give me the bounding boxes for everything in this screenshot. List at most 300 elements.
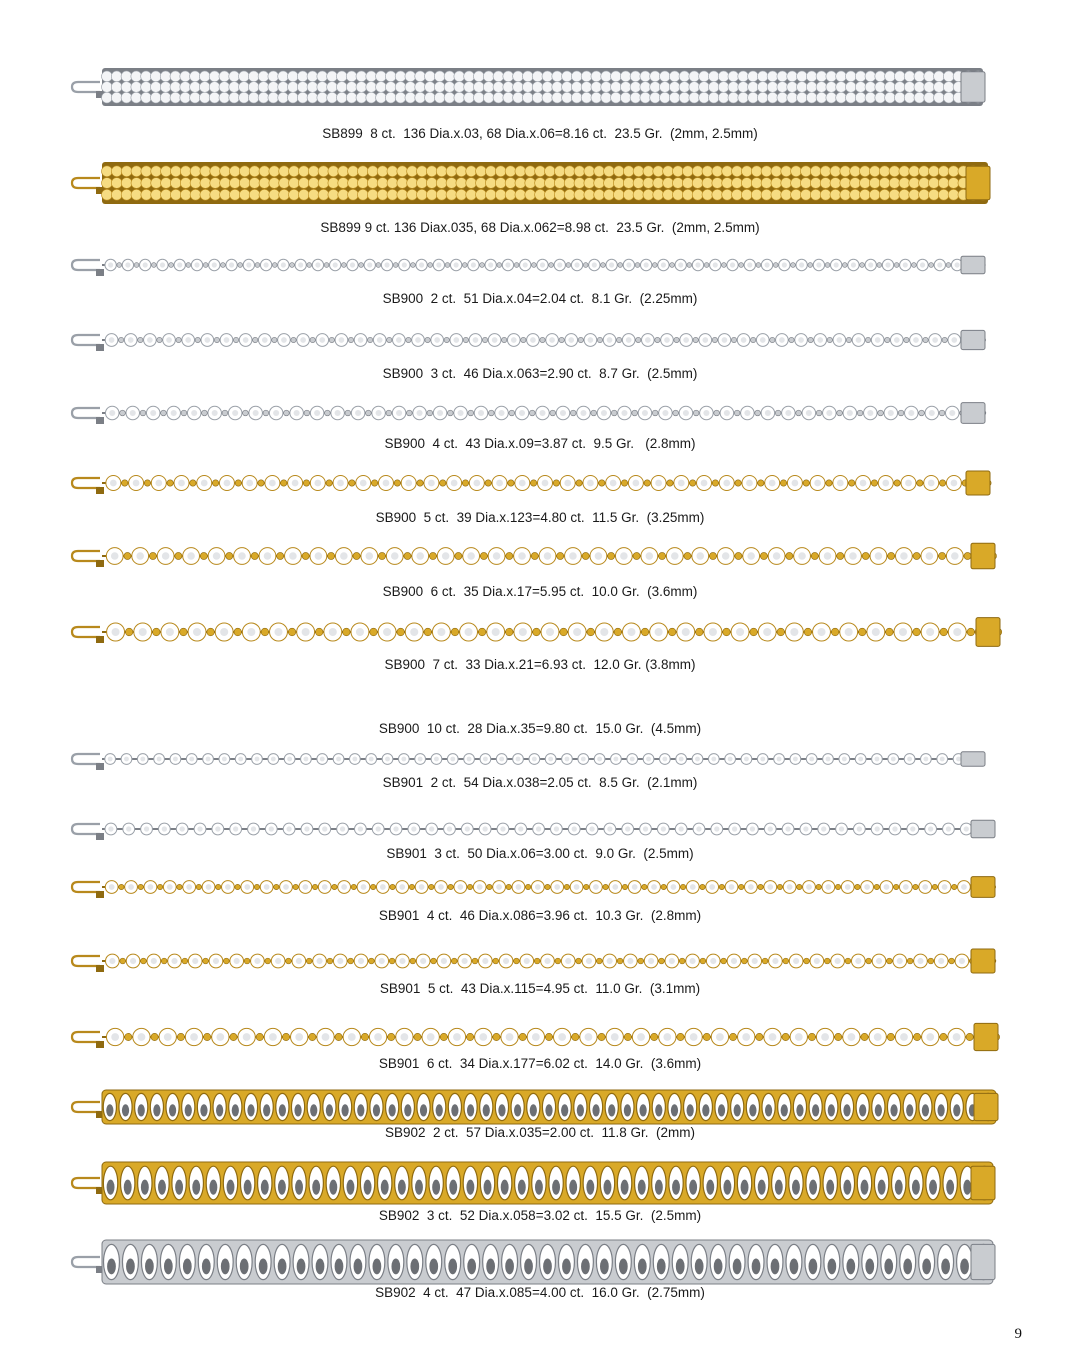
bracelet-image <box>70 466 1000 504</box>
gold-bead <box>550 410 556 416</box>
diamond-stone <box>554 189 565 200</box>
diamond-facet <box>731 958 737 964</box>
diamond-stone <box>436 178 447 189</box>
diamond-stone <box>141 71 152 82</box>
diamond-facet <box>865 1258 874 1274</box>
diamond-stone <box>669 71 680 82</box>
diamond-facet <box>798 552 806 560</box>
bracelet-caption: SB902 4 ct. 47 Dia.x.085=4.00 ct. 16.0 Gr. (2.75mm) <box>375 1285 705 1300</box>
diamond-stone <box>131 166 142 177</box>
diamond-stone <box>640 71 651 82</box>
diamond-stone <box>102 189 113 200</box>
diamond-stone <box>229 71 240 82</box>
box-clasp <box>971 1244 995 1279</box>
diamond-stone <box>623 166 634 177</box>
diamond-facet <box>763 628 771 636</box>
diamond-stone <box>190 71 201 82</box>
diamond-stone <box>356 92 367 103</box>
diamond-facet <box>875 826 880 831</box>
diamond-stone <box>816 82 827 93</box>
diamond-stone <box>845 92 856 103</box>
box-clasp <box>961 330 985 349</box>
diamond-stone <box>357 166 368 177</box>
diamond-facet <box>632 480 639 487</box>
diamond-facet <box>569 552 577 560</box>
gold-bead <box>861 1033 868 1040</box>
diamond-facet <box>227 1180 235 1195</box>
diamond-facet <box>744 410 750 416</box>
diamond-stone <box>924 92 935 103</box>
diamond-facet <box>320 757 325 762</box>
diamond-facet <box>264 262 269 267</box>
diamond-facet <box>158 1180 166 1195</box>
diamond-stone <box>800 166 811 177</box>
gold-bead <box>369 958 375 964</box>
diamond-stone <box>249 166 260 177</box>
diamond-facet <box>289 552 297 560</box>
diamond-facet <box>303 884 309 890</box>
diamond-facet <box>938 958 944 964</box>
diamond-stone <box>532 82 543 93</box>
diamond-facet <box>678 262 683 267</box>
diamond-stone <box>924 71 935 82</box>
gold-bead <box>559 337 564 342</box>
diamond-stone <box>131 71 142 82</box>
gold-bead <box>775 410 781 416</box>
diamond-facet <box>609 262 614 267</box>
diamond-facet <box>193 628 201 636</box>
gold-bead <box>842 263 847 268</box>
diamond-facet <box>760 757 765 762</box>
diamond-facet <box>467 1104 474 1116</box>
diamond-facet <box>679 757 684 762</box>
diamond-facet <box>826 410 832 416</box>
diamond-facet <box>315 262 320 267</box>
diamond-stone <box>327 71 338 82</box>
gold-bead <box>560 628 568 636</box>
diamond-stone <box>287 92 298 103</box>
diamond-stone <box>732 189 743 200</box>
diamond-facet <box>864 884 870 890</box>
diamond-stone <box>366 71 377 82</box>
diamond-stone <box>446 178 457 189</box>
diamond-facet <box>271 757 276 762</box>
diamond-facet <box>110 480 117 487</box>
gold-bead <box>256 1033 263 1040</box>
gold-bead <box>153 628 161 636</box>
diamond-stone <box>200 189 211 200</box>
gold-bead <box>633 552 640 559</box>
diamond-stone <box>239 166 250 177</box>
diamond-stone <box>722 166 733 177</box>
diamond-stone <box>522 92 533 103</box>
diamond-facet <box>816 262 821 267</box>
diamond-facet <box>847 1033 855 1041</box>
gold-bead <box>124 552 131 559</box>
diamond-facet <box>558 1033 566 1041</box>
diamond-stone <box>879 178 890 189</box>
diamond-facet <box>955 262 960 267</box>
box-clasp <box>974 1093 998 1120</box>
diamond-stone <box>708 82 719 93</box>
diamond-facet <box>953 628 961 636</box>
diamond-stone <box>239 92 250 103</box>
diamond-stone <box>875 71 886 82</box>
gold-bead <box>616 337 621 342</box>
diamond-facet <box>411 826 416 831</box>
bracelet-caption: SB901 6 ct. 34 Dia.x.177=6.02 ct. 14.0 Gr. (3.6mm) <box>378 1056 702 1071</box>
gold-bead <box>214 337 219 342</box>
diamond-stone <box>623 189 634 200</box>
diamond-facet <box>723 480 730 487</box>
gold-bead <box>531 552 538 559</box>
diamond-stone <box>473 82 484 93</box>
diamond-stone <box>810 178 821 189</box>
diamond-stone <box>781 178 792 189</box>
diamond-stone <box>483 71 494 82</box>
diamond-facet <box>619 1258 628 1274</box>
diamond-facet <box>496 884 502 890</box>
diamond-facet <box>593 884 599 890</box>
gold-bead <box>387 337 392 342</box>
clasp-hook <box>72 260 100 270</box>
diamond-stone <box>190 92 201 103</box>
diamond-facet <box>928 826 933 831</box>
diamond-facet <box>304 757 309 762</box>
gold-bead <box>826 480 832 486</box>
diamond-stone <box>229 166 240 177</box>
gold-bead <box>545 1033 552 1040</box>
gold-bead <box>887 958 893 964</box>
diamond-stone <box>584 166 595 177</box>
gold-bead <box>118 337 123 342</box>
diamond-stone <box>444 82 455 93</box>
diamond-stone <box>356 71 367 82</box>
diamond-facet <box>518 826 523 831</box>
diamond-facet <box>733 1258 742 1274</box>
diamond-facet <box>254 958 260 964</box>
diamond-stone <box>712 166 723 177</box>
diamond-stone <box>928 189 939 200</box>
diamond-facet <box>825 884 831 890</box>
diamond-facet <box>279 1104 286 1116</box>
diamond-facet <box>953 1104 960 1116</box>
diamond-stone <box>464 82 475 93</box>
diamond-stone <box>741 166 752 177</box>
diamond-stone <box>522 82 533 93</box>
diamond-stone <box>948 189 959 200</box>
diamond-facet <box>710 958 716 964</box>
diamond-facet <box>929 1180 937 1195</box>
diamond-facet <box>961 884 967 890</box>
diamond-stone <box>663 178 674 189</box>
diamond-stone <box>426 178 437 189</box>
diamond-stone <box>659 82 670 93</box>
diamond-facet <box>478 410 484 416</box>
diamond-facet <box>155 480 162 487</box>
gold-bead <box>529 410 535 416</box>
diamond-stone <box>161 166 172 177</box>
diamond-facet <box>765 410 771 416</box>
diamond-facet <box>246 480 253 487</box>
diamond-facet <box>839 826 844 831</box>
diamond-facet <box>601 410 607 416</box>
diamond-facet <box>586 958 592 964</box>
diamond-stone <box>728 92 739 103</box>
diamond-stone <box>505 189 516 200</box>
bracelet-image <box>70 160 1000 210</box>
diamond-stone <box>757 71 768 82</box>
box-clasp <box>961 72 985 102</box>
diamond-facet <box>453 337 459 343</box>
clasp-tab <box>96 1041 104 1048</box>
diamond-facet <box>186 884 192 890</box>
diamond-stone <box>513 92 524 103</box>
diamond-stone <box>869 189 880 200</box>
gold-bead <box>371 480 377 486</box>
diamond-stone <box>525 189 536 200</box>
diamond-facet <box>926 1033 934 1041</box>
diamond-stone <box>248 71 259 82</box>
diamond-facet <box>216 1104 223 1116</box>
diamond-stone <box>767 71 778 82</box>
diamond-facet <box>224 337 230 343</box>
diamond-facet <box>133 480 140 487</box>
gold-bead <box>603 884 608 889</box>
diamond-facet <box>251 826 256 831</box>
diamond-facet <box>269 480 276 487</box>
diamond-facet <box>736 628 744 636</box>
diamond-stone <box>346 71 357 82</box>
gold-bead <box>182 958 188 964</box>
diamond-facet <box>796 1104 803 1116</box>
diamond-stone <box>259 178 270 189</box>
diamond-stone <box>889 166 900 177</box>
diamond-stone <box>317 92 328 103</box>
diamond-facet <box>648 958 654 964</box>
box-clasp <box>966 166 990 200</box>
diamond-stone <box>297 92 308 103</box>
gold-bead <box>530 480 536 486</box>
diamond-stone <box>367 189 378 200</box>
diamond-stone <box>377 178 388 189</box>
diamond-facet <box>638 1180 646 1195</box>
diamond-facet <box>696 826 701 831</box>
gold-bead <box>325 410 331 416</box>
bracelet-caption: SB901 5 ct. 43 Dia.x.115=4.95 ct. 11.0 Gr. (3.1mm) <box>379 981 701 996</box>
diamond-facet <box>711 757 716 762</box>
gold-bead <box>599 480 605 486</box>
gold-bead <box>359 263 364 268</box>
diamond-stone <box>699 82 710 93</box>
diamond-stone <box>650 92 661 103</box>
diamond-facet <box>304 826 309 831</box>
gold-bead <box>440 480 446 486</box>
diamond-facet <box>108 826 113 831</box>
gold-bead <box>808 263 813 268</box>
diamond-stone <box>220 189 231 200</box>
gold-bead <box>888 552 895 559</box>
diamond-facet <box>554 884 560 890</box>
diamond-facet <box>701 480 708 487</box>
diamond-stone <box>806 71 817 82</box>
diamond-stone <box>307 82 318 93</box>
gold-bead <box>243 410 249 416</box>
diamond-stone <box>417 189 428 200</box>
diamond-stone <box>594 166 605 177</box>
gold-bead <box>389 958 395 964</box>
gold-bead <box>468 410 474 416</box>
diamond-stone <box>594 189 605 200</box>
diamond-facet <box>441 958 447 964</box>
diamond-facet <box>855 958 861 964</box>
diamond-facet <box>564 480 571 487</box>
gold-bead <box>758 884 763 889</box>
box-clasp <box>971 877 995 898</box>
gold-bead <box>564 884 569 889</box>
diamond-facet <box>922 1258 931 1274</box>
diamond-stone <box>229 178 240 189</box>
diamond-stone <box>338 189 349 200</box>
diamond-facet <box>912 1180 920 1195</box>
diamond-facet <box>781 1104 788 1116</box>
diamond-stone <box>771 178 782 189</box>
diamond-stone <box>425 71 436 82</box>
diamond-facet <box>514 1104 521 1116</box>
diamond-stone <box>732 178 743 189</box>
diamond-stone <box>180 71 191 82</box>
diamond-facet <box>906 1104 913 1116</box>
diamond-stone <box>545 166 556 177</box>
gold-bead <box>862 552 869 559</box>
diamond-facet <box>842 757 847 762</box>
gold-bead <box>811 552 818 559</box>
diamond-stone <box>387 166 398 177</box>
diamond-facet <box>498 1104 505 1116</box>
gold-bead <box>714 410 720 416</box>
gold-bead <box>622 884 627 889</box>
diamond-stone <box>669 92 680 103</box>
clasp-hook <box>72 1032 100 1042</box>
gold-bead <box>234 628 242 636</box>
gold-bead <box>877 263 882 268</box>
gold-bead <box>739 884 744 889</box>
diamond-facet <box>457 884 463 890</box>
diamond-facet <box>295 1033 303 1041</box>
clasp-tab <box>96 763 104 770</box>
bracelet-image <box>70 816 1005 846</box>
diamond-facet <box>405 480 412 487</box>
diamond-facet <box>454 262 459 267</box>
gold-bead <box>379 552 386 559</box>
diamond-facet <box>557 262 562 267</box>
diamond-facet <box>779 337 785 343</box>
diamond-stone <box>914 92 925 103</box>
gold-bead <box>216 884 221 889</box>
gold-bead <box>353 552 360 559</box>
clasp-hook <box>72 335 100 345</box>
diamond-facet <box>109 410 115 416</box>
diamond-stone <box>395 92 406 103</box>
diamond-facet <box>294 1104 301 1116</box>
diamond-stone <box>131 178 142 189</box>
diamond-stone <box>909 166 920 177</box>
diamond-stone <box>289 178 300 189</box>
diamond-stone <box>702 189 713 200</box>
diamond-facet <box>951 480 958 487</box>
gold-bead <box>263 410 269 416</box>
diamond-facet <box>434 757 439 762</box>
diamond-facet <box>851 262 856 267</box>
gold-bead <box>803 480 809 486</box>
diamond-facet <box>436 262 441 267</box>
diamond-facet <box>655 628 663 636</box>
diamond-facet <box>162 826 167 831</box>
gold-bead <box>835 1033 842 1040</box>
diamond-stone <box>239 189 250 200</box>
diamond-stone <box>611 71 622 82</box>
diamond-stone <box>258 92 269 103</box>
diamond-facet <box>399 884 405 890</box>
bracelet-caption: SB900 5 ct. 39 Dia.x.123=4.80 ct. 11.5 Gr. (3.25mm) <box>375 510 705 525</box>
bracelet-caption: SB900 6 ct. 35 Dia.x.17=5.95 ct. 10.0 Gr. (3.6mm) <box>382 584 698 599</box>
diamond-facet <box>951 552 959 560</box>
diamond-stone <box>415 82 426 93</box>
diamond-facet <box>621 410 627 416</box>
diamond-facet <box>126 1258 135 1274</box>
diamond-facet <box>281 337 287 343</box>
diamond-stone <box>190 189 201 200</box>
diamond-facet <box>377 337 383 343</box>
diamond-facet <box>516 757 521 762</box>
clasp-hook <box>72 82 100 92</box>
gold-bead <box>611 410 617 416</box>
diamond-facet <box>275 958 281 964</box>
gold-bead <box>282 1033 289 1040</box>
bracelet-image <box>70 1238 1005 1290</box>
gold-bead <box>773 263 778 268</box>
gold-bead <box>928 958 934 964</box>
diamond-facet <box>607 337 613 343</box>
gold-bead <box>255 263 260 268</box>
diamond-facet <box>438 884 444 890</box>
diamond-stone <box>728 71 739 82</box>
diamond-facet <box>929 410 935 416</box>
diamond-facet <box>465 826 470 831</box>
diamond-facet <box>151 958 157 964</box>
diamond-facet <box>747 262 752 267</box>
gold-bead <box>638 958 644 964</box>
bracelet-caption: SB901 2 ct. 54 Dia.x.038=2.05 ct. 8.5 Gr. (2.1mm) <box>382 775 698 790</box>
diamond-stone <box>111 189 122 200</box>
diamond-facet <box>569 1180 577 1195</box>
diamond-stone <box>485 189 496 200</box>
diamond-stone <box>121 71 132 82</box>
diamond-facet <box>535 1180 543 1195</box>
diamond-stone <box>515 189 526 200</box>
gold-bead <box>343 628 351 636</box>
diamond-stone <box>767 92 778 103</box>
diamond-facet <box>858 757 863 762</box>
diamond-facet <box>573 628 581 636</box>
diamond-stone <box>601 92 612 103</box>
gold-bead <box>169 263 174 268</box>
gold-bead <box>203 263 208 268</box>
gold-bead <box>783 958 789 964</box>
diamond-facet <box>846 1258 855 1274</box>
diamond-stone <box>613 178 624 189</box>
diamond-facet <box>535 884 541 890</box>
